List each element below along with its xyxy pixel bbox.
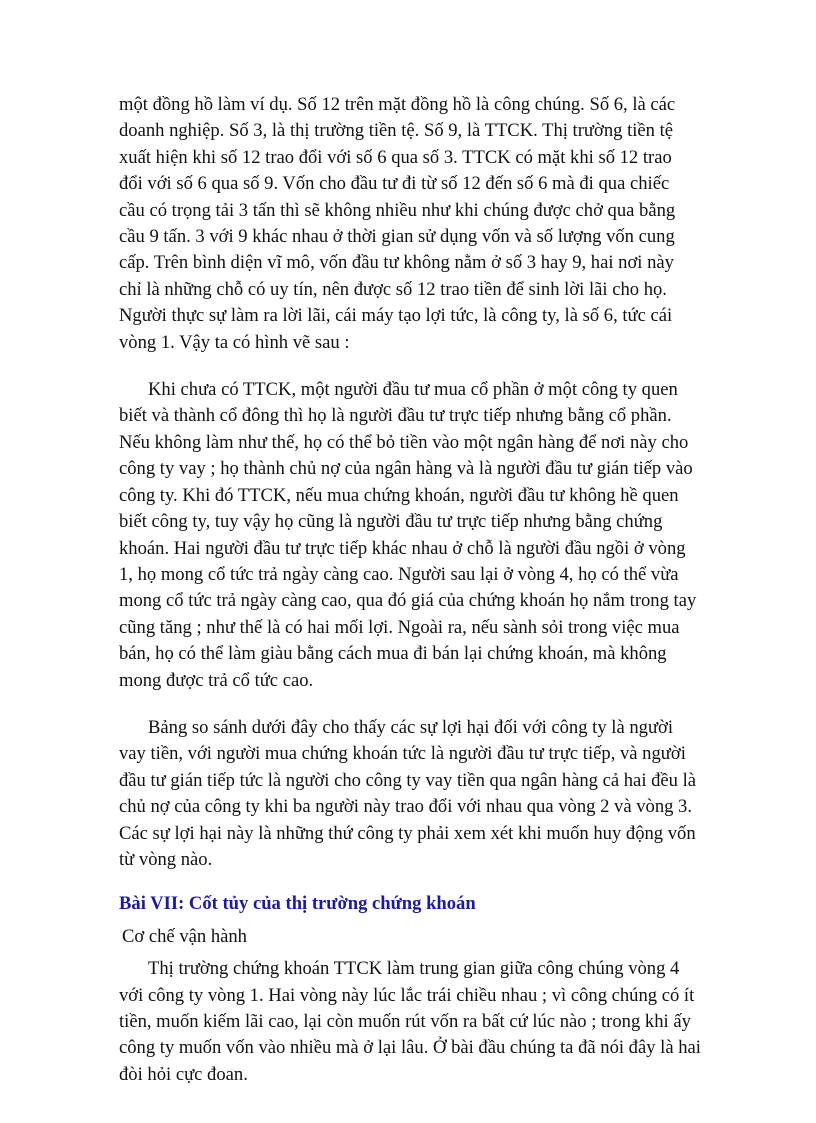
text-line: Các sự lợi hại này là những thứ công ty phải xem xét khi muốn huy động vốn — [119, 822, 696, 844]
text-line: công ty. Khi đó TTCK, nếu mua chứng khoán, người đầu tư không hề quen — [119, 484, 679, 506]
text-line: biết và thành cổ đông thì họ là người đầu tư trực tiếp nhưng bằng cổ phần. — [119, 405, 672, 427]
paragraph-1 — [119, 92, 699, 356]
text-line: đầu tư gián tiếp tức là người cho công ty vay tiền qua ngân hàng cả hai đều là — [119, 769, 697, 791]
text-line: xuất hiện khi số 12 trao đổi với số 6 qua số 3. TTCK có mặt khi số 12 trao — [119, 146, 672, 168]
text-line: cầu có trọng tải 3 tấn thì sẽ không nhiều như khi chúng được chở qua bằng — [119, 199, 676, 221]
paragraph-2 — [119, 377, 699, 694]
text-line: đổi với số 6 qua số 9. Vốn cho đầu tư đi từ số 12 đến số 6 mà đi qua chiếc — [119, 173, 670, 195]
text-line: chủ nợ của công ty khi ba người này trao đổi với nhau qua vòng 2 và vòng 3. — [119, 796, 693, 818]
text-line: chỉ là những chỗ có uy tín, nên được số 12 trao tiền để sinh lời lãi cho họ. — [119, 278, 667, 300]
section-heading: Bài VII: Cốt tủy của thị trường chứng khoán — [119, 893, 476, 915]
text-line: Thị trường chứng khoán TTCK làm trung gian giữa công chúng vòng 4 — [148, 958, 680, 980]
text-line: cầu 9 tấn. 3 với 9 khác nhau ở thời gian sử dụng vốn và số lượng vốn cung — [119, 226, 675, 248]
subsection-heading: Cơ chế vận hành — [122, 925, 247, 947]
text-line: vay tiền, với người mua chứng khoán tức là người đầu tư trực tiếp, và người — [119, 743, 686, 765]
text-line: Nếu không làm như thế, họ có thể bỏ tiền vào một ngân hàng để nơi này cho — [119, 431, 689, 453]
paragraph-gap — [119, 356, 699, 377]
text-line: cũng tăng ; như thế là có hai mối lợi. Ngoài ra, nếu sành sỏi trong việc mua — [119, 616, 680, 638]
text-line: bán, họ có thể làm giàu bằng cách mua đi bán lại chứng khoán, mà không — [119, 643, 667, 665]
text-line: công ty muốn vốn vào nhiều mà ở lại lâu. Ở bài đầu chúng ta đã nói đây là hai — [119, 1037, 701, 1059]
text-line: biết công ty, tuy vậy họ cũng là người đầu tư trực tiếp nhưng bằng chứng — [119, 511, 663, 533]
text-line: Bảng so sánh dưới đây cho thấy các sự lợi hại đối với công ty là người — [148, 716, 674, 738]
text-line: một đồng hồ làm ví dụ. Số 12 trên mặt đồng hồ là công chúng. Số 6, là các — [119, 94, 676, 115]
paragraph-3 — [119, 715, 699, 873]
document-page — [119, 92, 699, 1088]
text-line: khoán. Hai người đầu tư trực tiếp khác nhau ở chỗ là người đầu ngồi ở vòng — [119, 537, 686, 559]
text-line: Người thực sự làm ra lời lãi, cái máy tạo lợi tức, là công ty, là số 6, tức cái — [119, 305, 673, 327]
text-line: từ vòng nào. — [119, 848, 213, 870]
text-line: vòng 1. Vậy ta có hình vẽ sau : — [119, 331, 350, 353]
text-line: đòi hỏi cực đoan. — [119, 1063, 248, 1085]
text-line: 1, họ mong cổ tức trả ngày càng cao. Người sau lại ở vòng 4, họ có thể vừa — [119, 563, 679, 585]
text-line: doanh nghiệp. Số 3, là thị trường tiền tệ. Số 9, là TTCK. Thị trường tiền tệ — [119, 120, 674, 142]
text-line: cấp. Trên bình diện vĩ mô, vốn đầu tư không nằm ở số 3 hay 9, hai nơi này — [119, 252, 674, 274]
paragraph-4 — [119, 956, 699, 1088]
text-line: mong được trả cổ tức cao. — [119, 669, 314, 691]
paragraph-gap — [119, 694, 699, 715]
text-line: mong cổ tức trả ngày càng cao, qua đó giá của chứng khoán họ nắm trong tay — [119, 590, 697, 612]
text-line: công ty vay ; họ thành chủ nợ của ngân hàng và là người đầu tư gián tiếp vào — [119, 458, 693, 480]
text-line: Khi chưa có TTCK, một người đầu tư mua cổ phần ở một công ty quen — [148, 379, 678, 401]
text-line: với công ty vòng 1. Hai vòng này lúc lắc trái chiều nhau ; vì công chúng có ít — [119, 984, 695, 1006]
text-line: tiền, muốn kiếm lãi cao, lại còn muốn rút vốn ra bất cứ lúc nào ; trong khi ấy — [119, 1011, 691, 1032]
